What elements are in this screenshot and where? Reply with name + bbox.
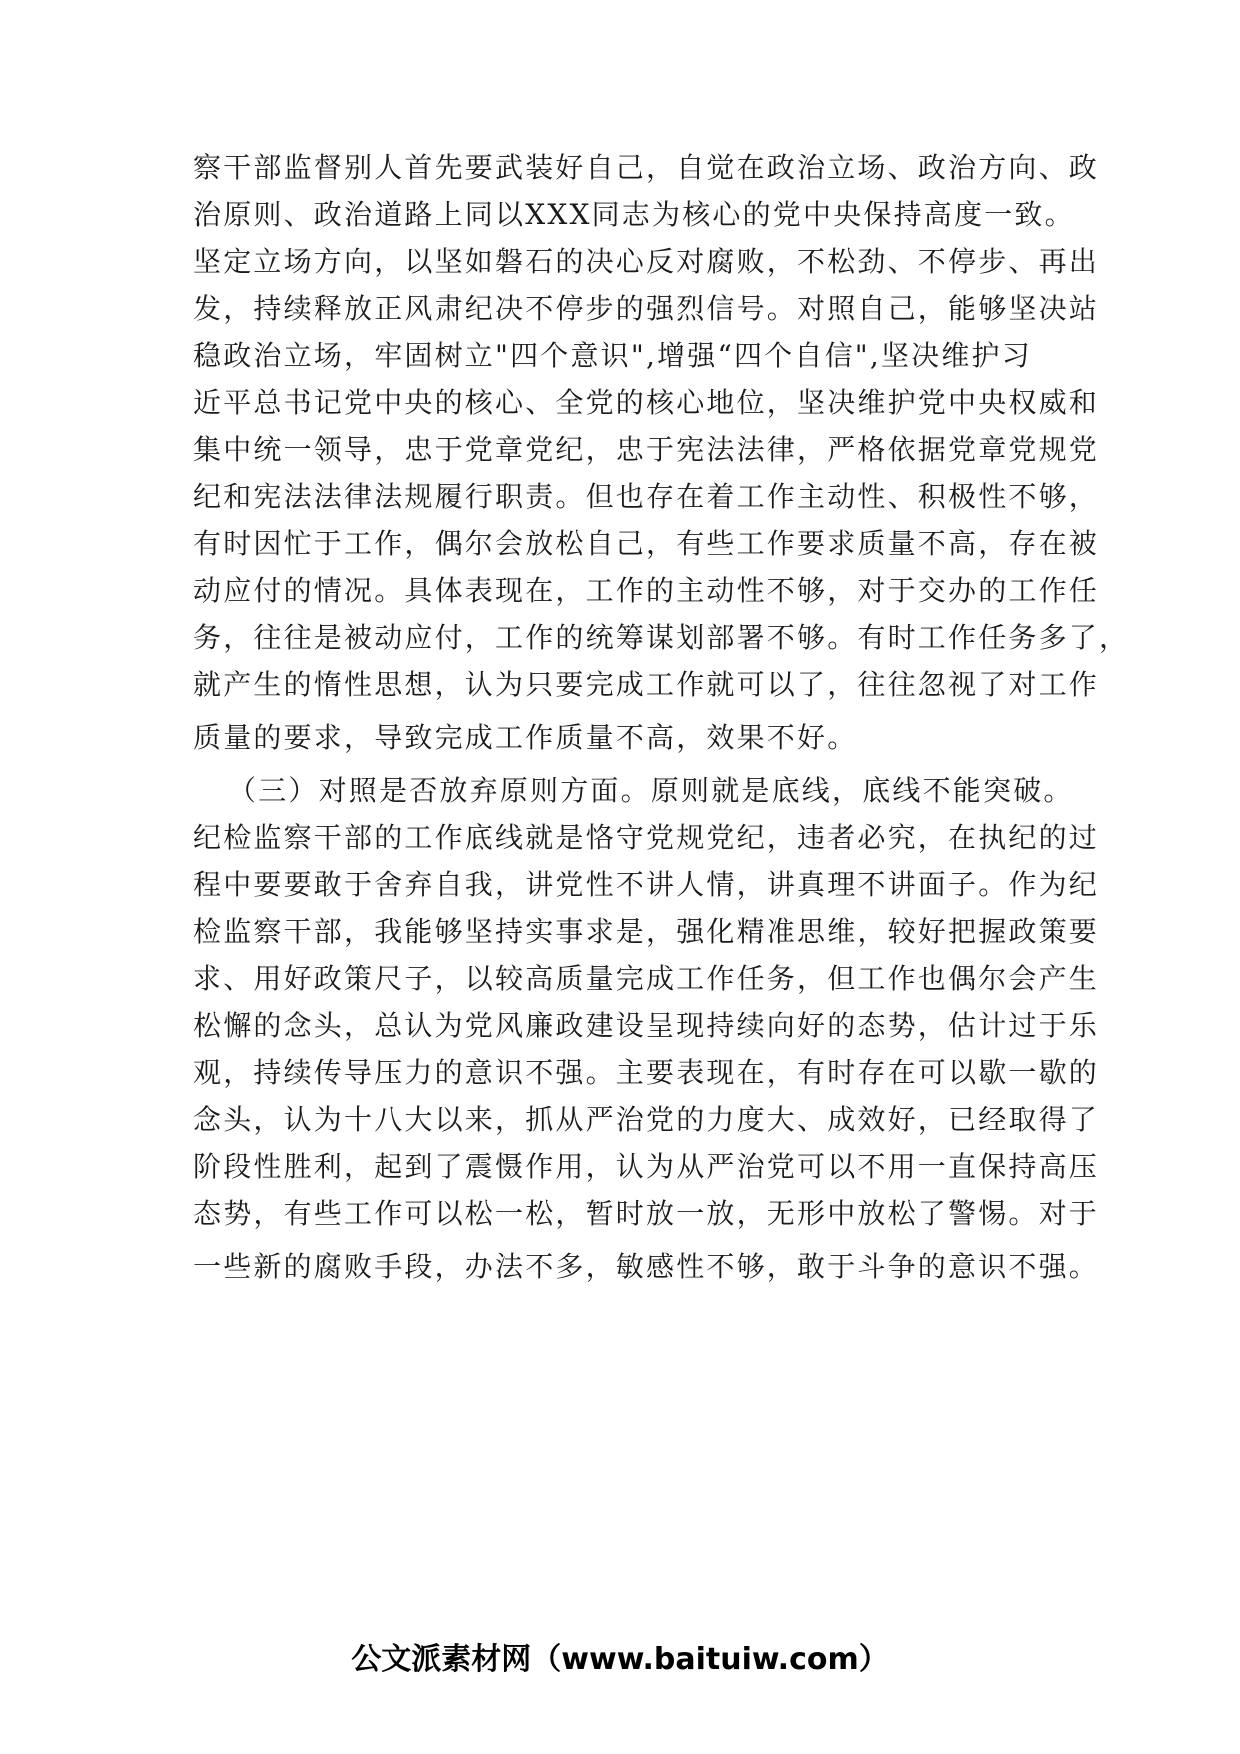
body-text-line: 一些新的腐败手段，办法不多，敏感性不够，敢于斗争的意识不强。 [193,1250,1100,1283]
body-text-line: 务，往往是被动应付，工作的统筹谋划部署不够。有时工作任务多了， [193,621,1130,654]
body-text-line: 阶段性胜利，起到了震慑作用，认为从严治党可以不用一直保持高压 [193,1150,1100,1183]
body-text-line: 态势，有些工作可以松一松，暂时放一放，无形中放松了警惕。对于 [193,1197,1100,1230]
section-heading-line: （三）对照是否放弃原则方面。原则就是底线，底线不能突破。 [228,774,1074,807]
body-text-line: 检监察干部，我能够坚持实事求是，强化精准思维，较好把握政策要 [193,915,1100,948]
body-text-line: 察干部监督别人首先要武装好自己，自觉在政治立场、政治方向、政 [193,151,1100,184]
body-text-line: 纪和宪法法律法规履行职责。但也存在着工作主动性、积极性不够， [193,480,1100,513]
body-text-line: 求、用好政策尺子，以较高质量完成工作任务，但工作也偶尔会产生 [193,962,1100,995]
body-text-line: 程中要要敢于舍弃自我，讲党性不讲人情，讲真理不讲面子。作为纪 [193,868,1100,901]
body-text-line: 念头，认为十八大以来，抓从严治党的力度大、成效好，已经取得了 [193,1103,1100,1136]
body-text-line: 动应付的情况。具体表现在，工作的主动性不够，对于交办的工作任 [193,574,1100,607]
body-text-line: 发，持续释放正风肃纪决不停步的强烈信号。对照自己，能够坚决站 [193,292,1100,325]
body-text-line: 质量的要求，导致完成工作质量不高，效果不好。 [193,721,858,754]
body-text-line: 就产生的惰性思想，认为只要完成工作就可以了，往往忽视了对工作 [193,668,1100,701]
body-text-line: 坚定立场方向，以坚如磐石的决心反对腐败，不松劲、不停步、再出 [193,245,1100,278]
footer-source-text: 公文派素材网（www.baituiw.com） [351,1642,889,1677]
body-text-line: 集中统一领导，忠于党章党纪，忠于宪法法律，严格依据党章党规党 [193,433,1100,466]
body-text-line: 近平总书记党中央的核心、全党的核心地位，坚决维护党中央权威和 [193,386,1100,419]
body-text-line: 治原则、政治道路上同以XXX同志为核心的党中央保持高度一致。 [193,198,1075,231]
body-text-line: 观，持续传导压力的意识不强。主要表现在，有时存在可以歇一歇的 [193,1056,1100,1089]
body-text-line: 纪检监察干部的工作底线就是恪守党规党纪，违者必究，在执纪的过 [193,821,1100,854]
body-text-line: 稳政治立场，牢固树立"四个意识",增强“四个自信",坚决维护习 [193,339,1032,372]
body-text-line: 有时因忙于工作，偶尔会放松自己，有些工作要求质量不高，存在被 [193,527,1100,560]
body-text-line: 松懈的念头，总认为党风廉政建设呈现持续向好的态势，估计过于乐 [193,1009,1100,1042]
